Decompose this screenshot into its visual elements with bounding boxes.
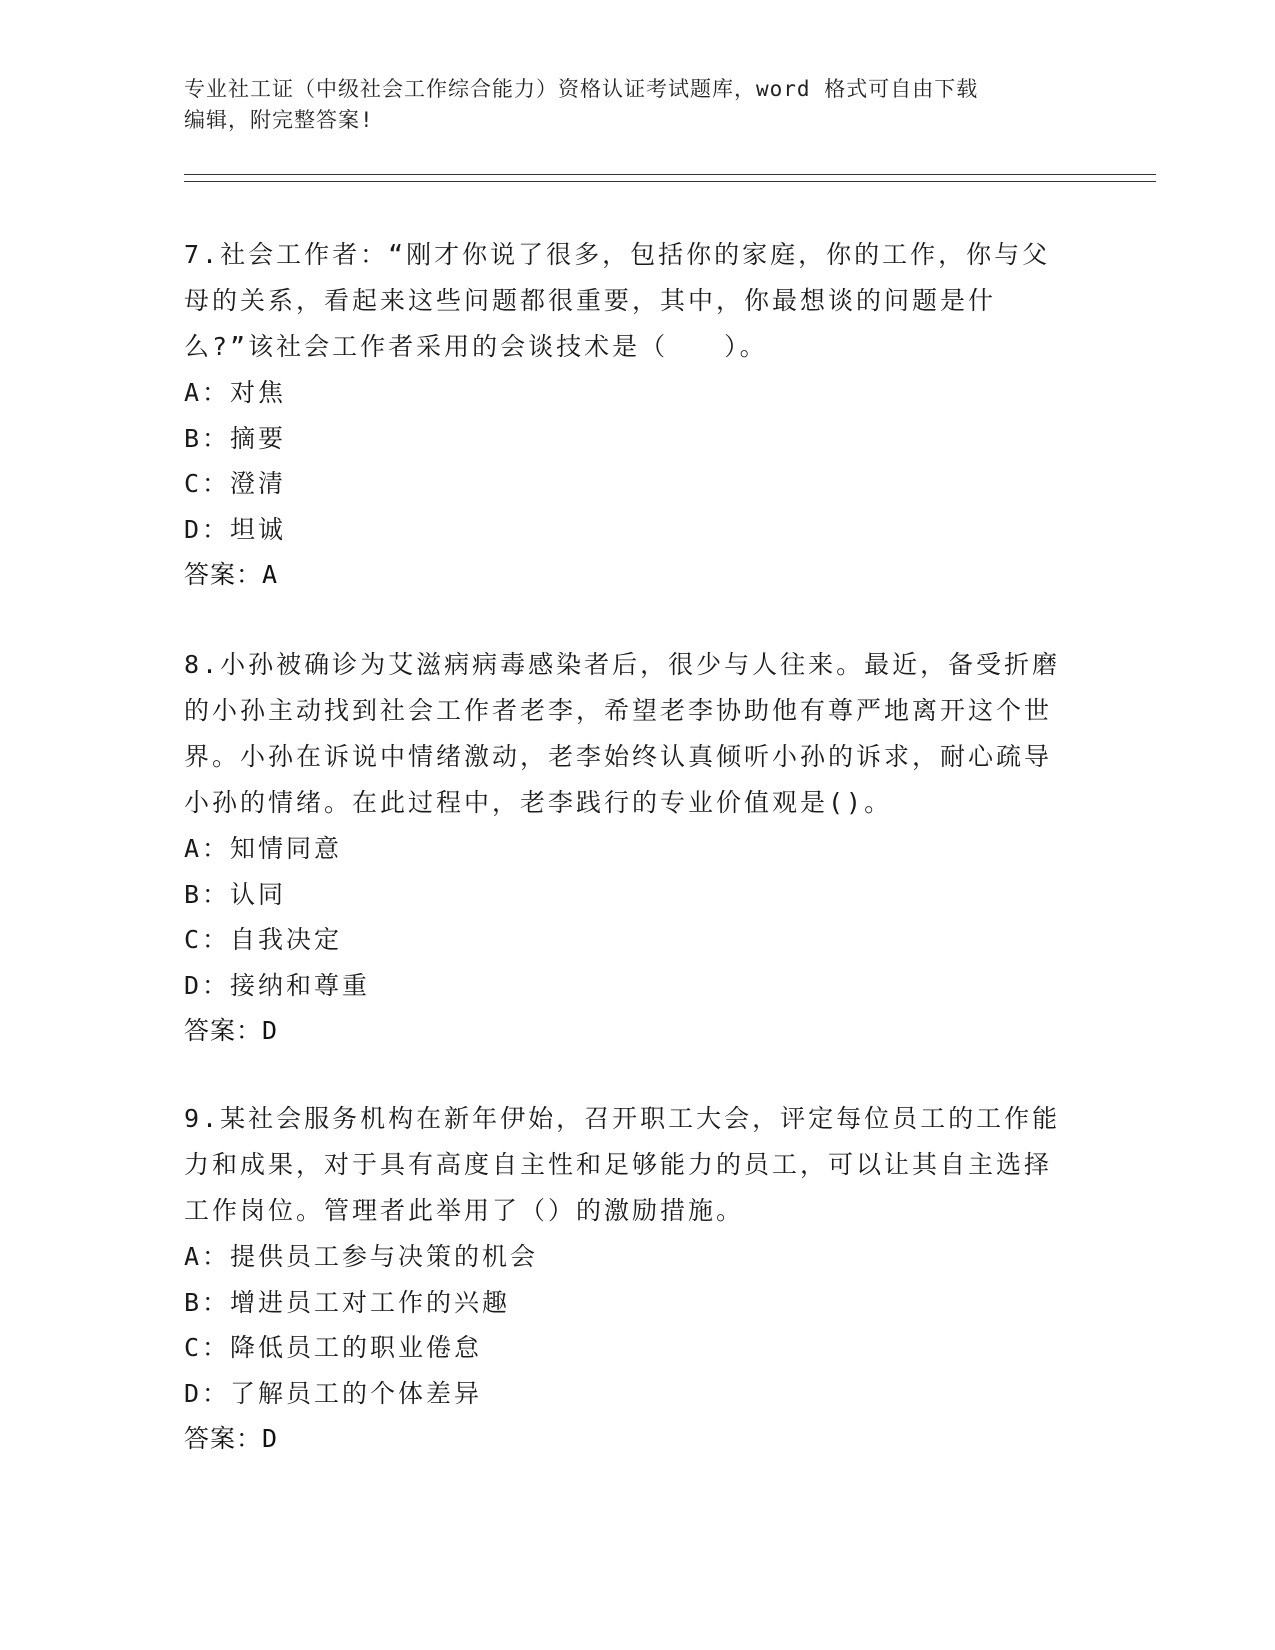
answer-line xyxy=(184,1008,1064,1054)
question-stem: 8.小孙被确诊为艾滋病病毒感染者后，很少与人往来。最近，备受折磨的小孙主动找到社会工作者老李，希望老李协助他有尊严地离开这个世界。小孙在诉说中情绪激动，老李始终认真倾听小孙的诉求，耐心疏导小孙的情绪。在此过程中，老李践行的专业价值观是()。 xyxy=(184,650,1061,817)
answer-label: 答案： xyxy=(184,1424,263,1453)
answer-label: 答案： xyxy=(184,1016,263,1045)
option-b: B：增进员工对工作的兴趣 xyxy=(184,1287,511,1317)
question-7 xyxy=(184,232,1064,598)
header-divider-top xyxy=(184,174,1156,175)
answer-label: 答案： xyxy=(184,560,263,589)
header-line-1: 专业社工证（中级社会工作综合能力）资格认证考试题库，word 格式可自由下载 xyxy=(184,77,979,101)
question-9 xyxy=(184,1096,1064,1462)
answer-value: A xyxy=(262,560,279,589)
header-divider-bottom xyxy=(184,181,1156,182)
option-a: A：对焦 xyxy=(184,378,287,407)
option-c: C：降低员工的职业倦怠 xyxy=(184,1333,483,1362)
option-b: B：摘要 xyxy=(184,423,287,453)
option-a: A：提供员工参与决策的机会 xyxy=(184,1242,539,1271)
option-d: D：接纳和尊重 xyxy=(184,970,371,1000)
option-c: C：澄清 xyxy=(184,469,287,498)
option-b: B：认同 xyxy=(184,879,287,909)
option-a: A：知情同意 xyxy=(184,834,343,863)
option-d: D：了解员工的个体差异 xyxy=(184,1378,483,1408)
page-header xyxy=(184,74,1064,136)
answer-value: D xyxy=(262,1424,279,1453)
answer-line xyxy=(184,552,1064,598)
question-stem: 7.社会工作者：“刚才你说了很多，包括你的家庭，你的工作，你与父母的关系，看起来这些问题都很重要，其中，你最想谈的问题是什么?”该社会工作者采用的会谈技术是（ ）。 xyxy=(184,240,1051,361)
option-d: D：坦诚 xyxy=(184,514,287,544)
answer-value: D xyxy=(262,1016,279,1045)
option-c: C：自我决定 xyxy=(184,925,343,954)
question-stem: 9.某社会服务机构在新年伊始，召开职工大会，评定每位员工的工作能力和成果，对于具有高度自主性和足够能力的员工，可以让其自主选择工作岗位。管理者此举用了（）的激励措施。 xyxy=(184,1104,1061,1225)
header-line-2: 编辑，附完整答案! xyxy=(184,108,374,132)
answer-line xyxy=(184,1416,1064,1462)
question-8 xyxy=(184,642,1064,1054)
